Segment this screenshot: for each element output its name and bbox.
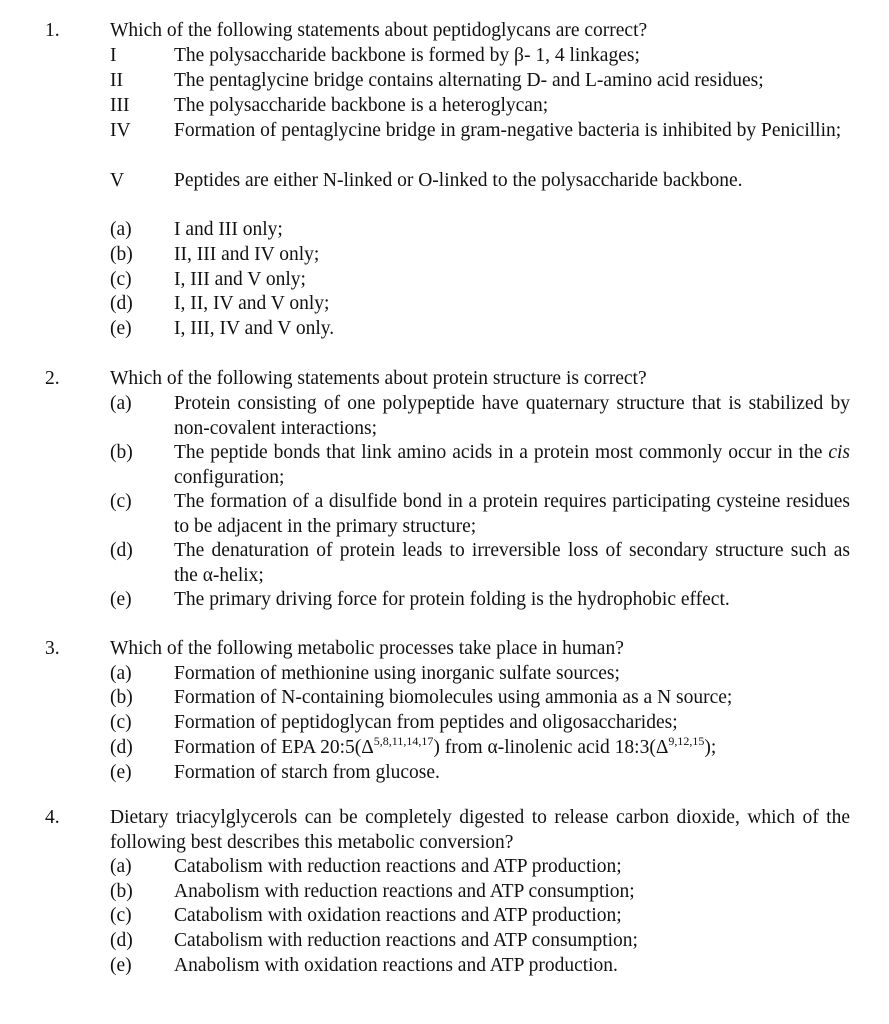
- option-text: Formation of EPA $20:5(\Delta^{5,8,11,14,17})$ from α-linolenic acid $18:3(\Delta^{9,12,15})$;: [174, 734, 717, 758]
- option-text: Formation of N-containing biomolecules using ammonia as a N source;: [174, 687, 733, 708]
- option-label: (a): [110, 856, 132, 877]
- option-label: (d): [110, 540, 133, 561]
- option-text: Formation of starch from glucose.: [174, 762, 440, 783]
- option-label: (e): [110, 318, 132, 339]
- statement-text: The polysaccharide backbone is a heteroglycan;: [174, 95, 549, 116]
- option-text: I, III, IV and V only.: [174, 318, 335, 339]
- option-text: I and III only;: [174, 219, 283, 240]
- question-number: 2.: [45, 368, 60, 389]
- statement-label: V: [110, 170, 125, 191]
- option-label: (c): [110, 712, 132, 733]
- question-stem: Which of the following metabolic processes take place in human?: [110, 638, 624, 659]
- option-text: Anabolism with reduction reactions and ATP consumption;: [174, 881, 635, 902]
- statement-label: III: [110, 95, 130, 116]
- option-label: (c): [110, 269, 132, 290]
- option-text: The primary driving force for protein folding is the hydrophobic effect.: [174, 589, 730, 610]
- option-label: (b): [110, 244, 133, 265]
- statement-label: IV: [110, 120, 131, 141]
- option-text: Protein consisting of one polypeptide have quaternary structure that is stabilized by non-covalent interactions;: [174, 393, 850, 439]
- option-label: (e): [110, 762, 132, 783]
- statement-label: II: [110, 70, 123, 91]
- statement-text: The pentaglycine bridge contains alternating D- and L-amino acid residues;: [174, 70, 764, 91]
- option-text: II, III and IV only;: [174, 244, 320, 265]
- statement-text: The polysaccharide backbone is formed by β- 1, 4 linkages;: [174, 45, 640, 66]
- option-label: (b): [110, 687, 133, 708]
- question-number: 4.: [45, 807, 60, 828]
- option-label: (e): [110, 955, 132, 976]
- option-label: (d): [110, 930, 133, 951]
- option-label: (c): [110, 491, 132, 512]
- option-text: Formation of methionine using inorganic sulfate sources;: [174, 663, 620, 684]
- option-text: The formation of a disulfide bond in a protein requires participating cysteine residues to be adjacent in the primary structure;: [174, 491, 850, 537]
- option-label: (a): [110, 663, 132, 684]
- option-label: (d): [110, 293, 133, 314]
- option-label: (b): [110, 442, 133, 463]
- question-stem: Which of the following statements about peptidoglycans are correct?: [110, 20, 648, 41]
- question-stem: Dietary triacylglycerols can be completely digested to release carbon dioxide, which of the following best describes this metabolic conversion?: [110, 807, 850, 853]
- option-label: (a): [110, 219, 132, 240]
- option-text: The denaturation of protein leads to irreversible loss of secondary structure such as the α-helix;: [174, 540, 850, 586]
- question-stem: Which of the following statements about protein structure is correct?: [110, 368, 647, 389]
- question-number: 1.: [45, 20, 60, 41]
- option-text: I, II, IV and V only;: [174, 293, 330, 314]
- option-text: Catabolism with oxidation reactions and ATP production;: [174, 905, 622, 926]
- question-number: 3.: [45, 638, 60, 659]
- option-label: (a): [110, 393, 132, 414]
- option-label: (b): [110, 881, 133, 902]
- option-text: Anabolism with oxidation reactions and ATP production.: [174, 955, 618, 976]
- superscript-epa: 5,8,11,14,17: [373, 734, 434, 748]
- option-text: Catabolism with reduction reactions and ATP consumption;: [174, 930, 638, 951]
- superscript-ala: 9,12,15: [668, 734, 705, 748]
- option-text: The peptide bonds that link amino acids in a protein most commonly occur in the cis configuration;: [174, 442, 850, 488]
- option-label: (e): [110, 589, 132, 610]
- statement-label: I: [110, 45, 117, 66]
- option-text: I, III and V only;: [174, 269, 306, 290]
- cis-italic: cis: [828, 442, 850, 463]
- statement-text: Peptides are either N-linked or O-linked to the polysaccharide backbone.: [174, 170, 743, 191]
- statement-text: Formation of pentaglycine bridge in gram-negative bacteria is inhibited by Penicillin;: [174, 120, 842, 141]
- option-label: (c): [110, 905, 132, 926]
- option-text: Catabolism with reduction reactions and ATP production;: [174, 856, 622, 877]
- option-text: Formation of peptidoglycan from peptides and oligosaccharides;: [174, 712, 678, 733]
- option-label: (d): [110, 737, 133, 758]
